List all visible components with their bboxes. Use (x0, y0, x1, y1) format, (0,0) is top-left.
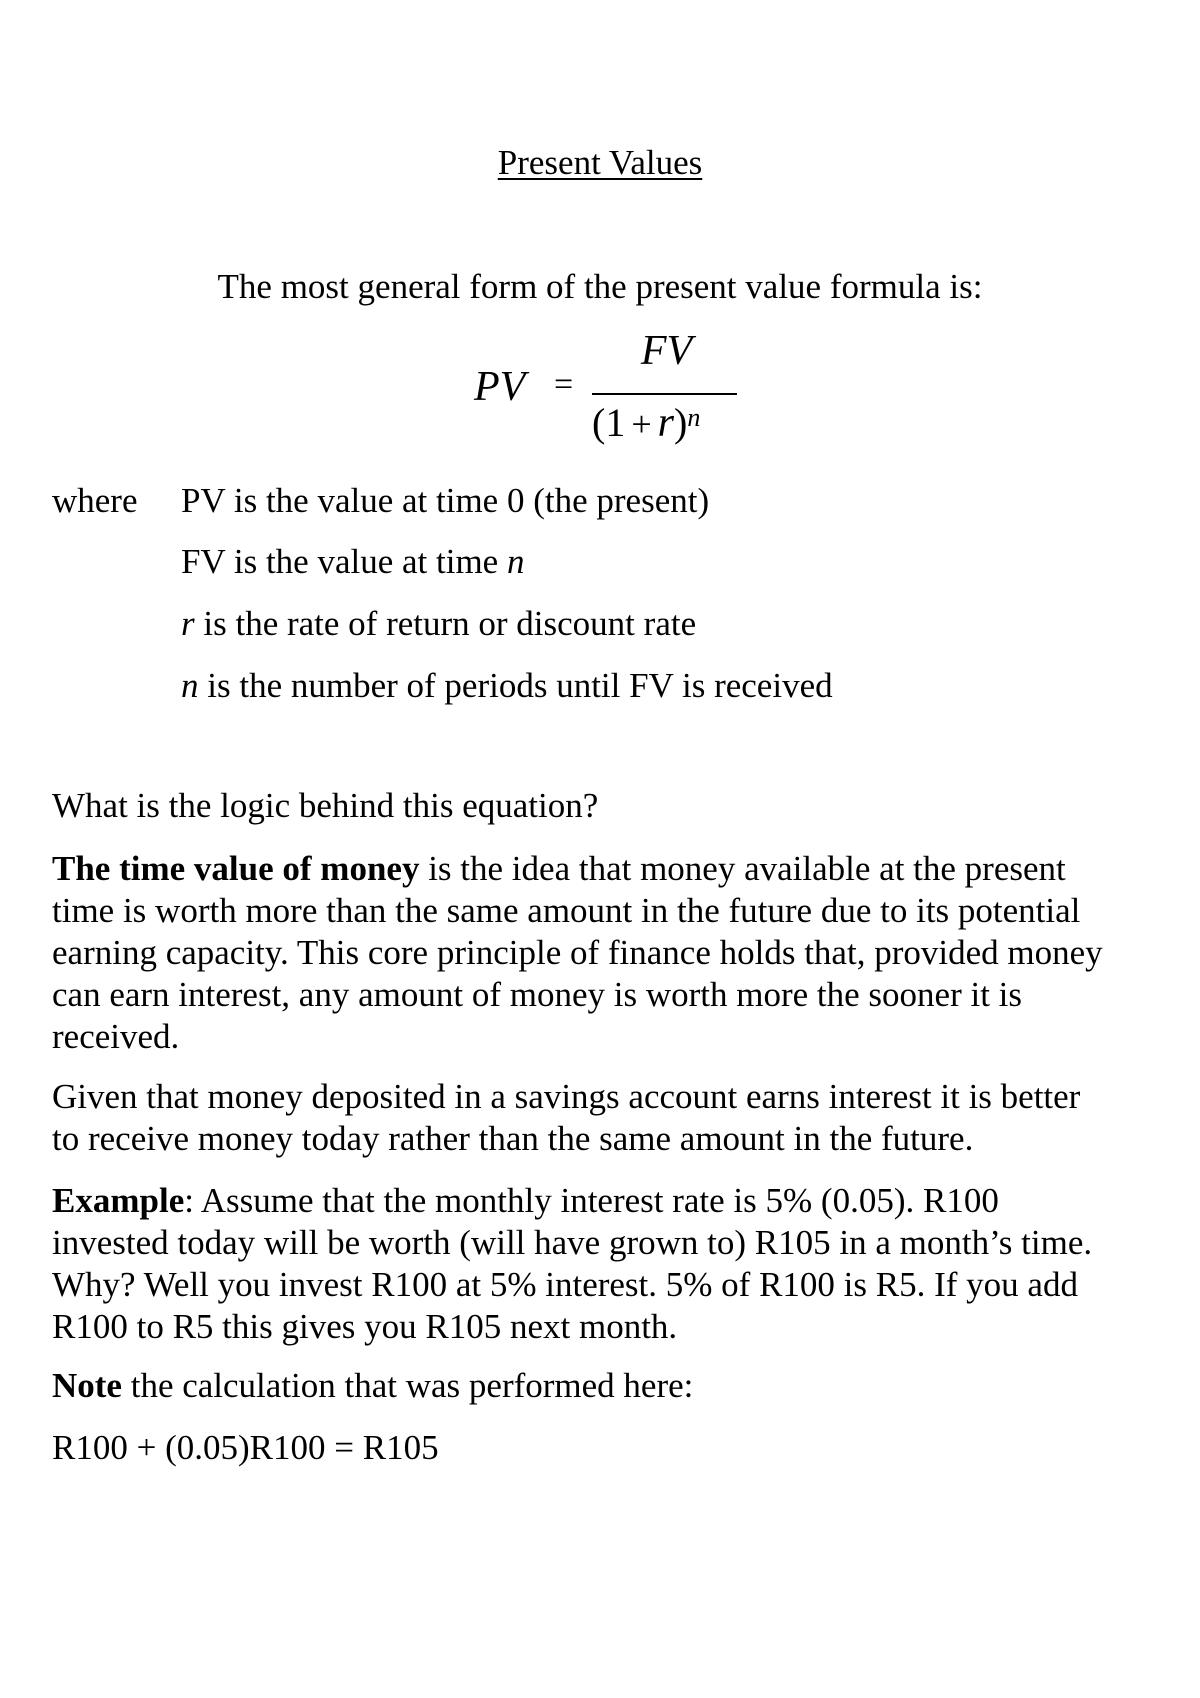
paragraph-line: can earn interest, any amount of money is worth more the sooner it is (52, 975, 1023, 1014)
example-paragraph (52, 1180, 1172, 1348)
time-value-paragraph (52, 848, 1172, 1058)
paragraph-line (52, 848, 1172, 890)
denominator-plus: + (631, 404, 652, 444)
definition-text: FV is the value at time (181, 542, 507, 581)
denominator-exponent: n (687, 403, 701, 432)
bold-term: Note (52, 1366, 122, 1405)
definition-n (181, 665, 833, 707)
paragraph-line: Given that money deposited in a savings account earns interest it is better (52, 1077, 1081, 1116)
paragraph-line: invested today will be worth (will have grown to) R105 in a month’s time. (52, 1223, 1093, 1262)
formula-denominator (592, 402, 742, 449)
definition-fv (181, 541, 524, 583)
paragraph-line: received. (52, 1017, 180, 1056)
page-title: Present Values (497, 143, 703, 182)
denominator-open: (1 (592, 400, 626, 445)
paragraph-line: time is worth more than the same amount in the future due to its potential (52, 891, 1081, 930)
formula-numerator: FV (640, 328, 693, 374)
paragraph-line: earning capacity. This core principle of finance holds that, provided money (52, 933, 1103, 972)
formula-lhs: PV (474, 364, 526, 410)
definition-text: is the rate of return or discount rate (194, 604, 697, 643)
bold-term: The time value of money (52, 849, 420, 888)
definition-r (181, 603, 696, 645)
line-text: : Assume that the monthly interest rate is 5% (0.05). R100 (184, 1181, 999, 1220)
definition-text: is the number of periods until FV is received (198, 666, 833, 705)
present-value-formula (474, 330, 734, 450)
denominator-close: ) (674, 400, 688, 445)
paragraph-line: to receive money today rather than the same amount in the future. (52, 1119, 974, 1158)
line-text: is the idea that money available at the present (419, 849, 1066, 888)
definition-variable: n (506, 542, 525, 581)
formula-equals: = (554, 366, 574, 403)
definition-variable: r (181, 604, 195, 643)
note-text: the calculation that was performed here: (121, 1366, 694, 1405)
intro-text: The most general form of the present value formula is: (217, 267, 983, 306)
calculation-line: R100 + (0.05)R100 = R105 (52, 1428, 439, 1467)
savings-paragraph (52, 1076, 1172, 1160)
note-paragraph (52, 1365, 1172, 1407)
definition-variable: n (181, 666, 199, 705)
paragraph-line: Why? Well you invest R100 at 5% interest. 5% of R100 is R5. If you add (52, 1265, 1078, 1304)
question-text: What is the logic behind this equation? (52, 786, 599, 825)
paragraph-line: R100 to R5 this gives you R105 next month. (52, 1307, 678, 1346)
bold-term: Example (52, 1181, 185, 1220)
where-label: where (52, 481, 138, 520)
definition-text: PV is the value at time 0 (the present) (181, 481, 710, 520)
fraction-bar (592, 393, 737, 395)
denominator-rate: r (657, 400, 674, 446)
definition-pv (181, 480, 709, 522)
paragraph-line (52, 1180, 1172, 1222)
